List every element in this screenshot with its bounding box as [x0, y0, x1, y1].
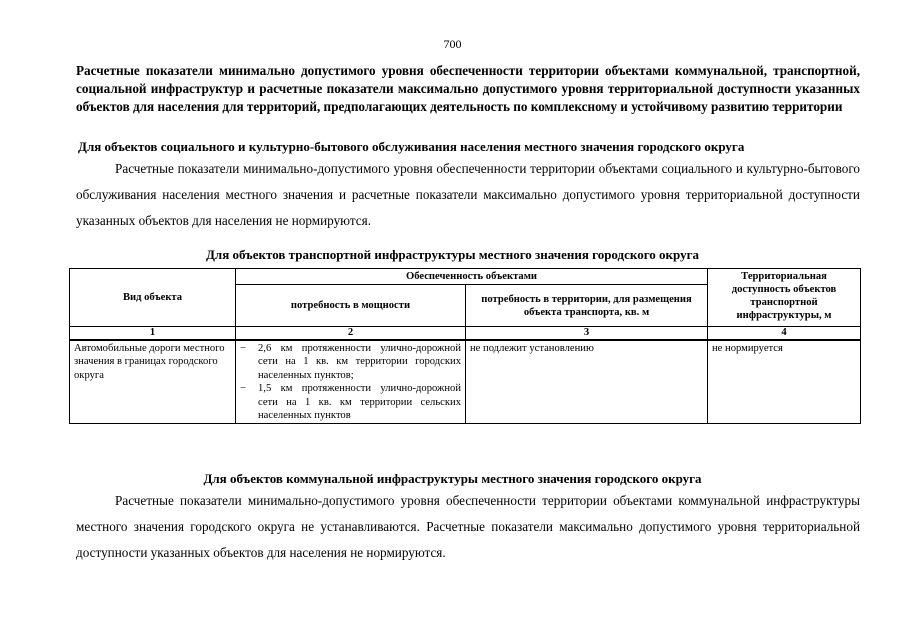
page-number: 700 [443, 37, 462, 51]
cell-territorial-access: не нормируется [708, 340, 861, 424]
cell-capacity-need [236, 340, 466, 424]
social-section-heading: Для объектов социального и культурно-бытового обслуживания населения местного значения городского округа [78, 139, 745, 154]
communal-section-heading: Для объектов коммунальной инфраструктуры местного значения городского округа [203, 471, 702, 486]
capacity-list [240, 342, 461, 422]
cell-territory-need: не подлежит установлению [466, 340, 708, 424]
column-number-2: 2 [236, 327, 466, 341]
social-section-paragraph: Расчетные показатели минимально-допустимого уровня обеспеченности территории объектами социального и культурно-бытового обслуживания населения местного значения и расчетные показатели максимально допустимого уровня территориальной доступности указанных объектов для населения не нормируются. [76, 161, 860, 228]
header-provision-group: Обеспеченность объектами [236, 269, 708, 285]
column-number-4: 4 [708, 327, 861, 341]
header-object-type: Вид объекта [70, 269, 236, 327]
table-header-row [70, 269, 861, 285]
cell-object-type: Автомобильные дороги местного значения в границах городского округа [70, 340, 236, 424]
table-number-row [70, 327, 861, 341]
capacity-item-urban: − 2,6 км протяженности улично-дорожной сети на 1 кв. км территории городских населенных пунктов; [240, 342, 461, 382]
header-territorial-access: Территориальная доступность объектов транспортной инфраструктуры, м [708, 269, 861, 327]
column-number-3: 3 [466, 327, 708, 341]
communal-section-paragraph: Расчетные показатели минимально-допустимого уровня обеспеченности территории объектами коммунальной инфраструктуры местного значения городского округа не устанавливаются. Расчетные показатели максимально допустимого уровня территориальной доступности указанных объектов для населения не нормируются. [76, 493, 860, 560]
table-row [70, 340, 861, 424]
transport-section-heading: Для объектов транспортной инфраструктуры местного значения городского округа [205, 247, 699, 262]
capacity-item-rural: − 1,5 км протяженности улично-дорожной сети на 1 кв. км территории сельских населенных пунктов [240, 382, 461, 422]
column-number-1: 1 [70, 327, 236, 341]
transport-table [69, 268, 861, 424]
header-capacity-need: потребность в мощности [236, 285, 466, 327]
main-heading: Расчетные показатели минимально допустимого уровня обеспеченности территории объектами коммунальной, транспортной, социальной инфраструктур и расчетные показатели максимально допустимого уровня территориальной доступности указанных объектов для населения для территорий, предполагающих деятельность по комплексному и устойчивому развитию территории [76, 63, 860, 114]
header-territory-need: потребность в территории, для размещения объекта транспорта, кв. м [466, 285, 708, 327]
